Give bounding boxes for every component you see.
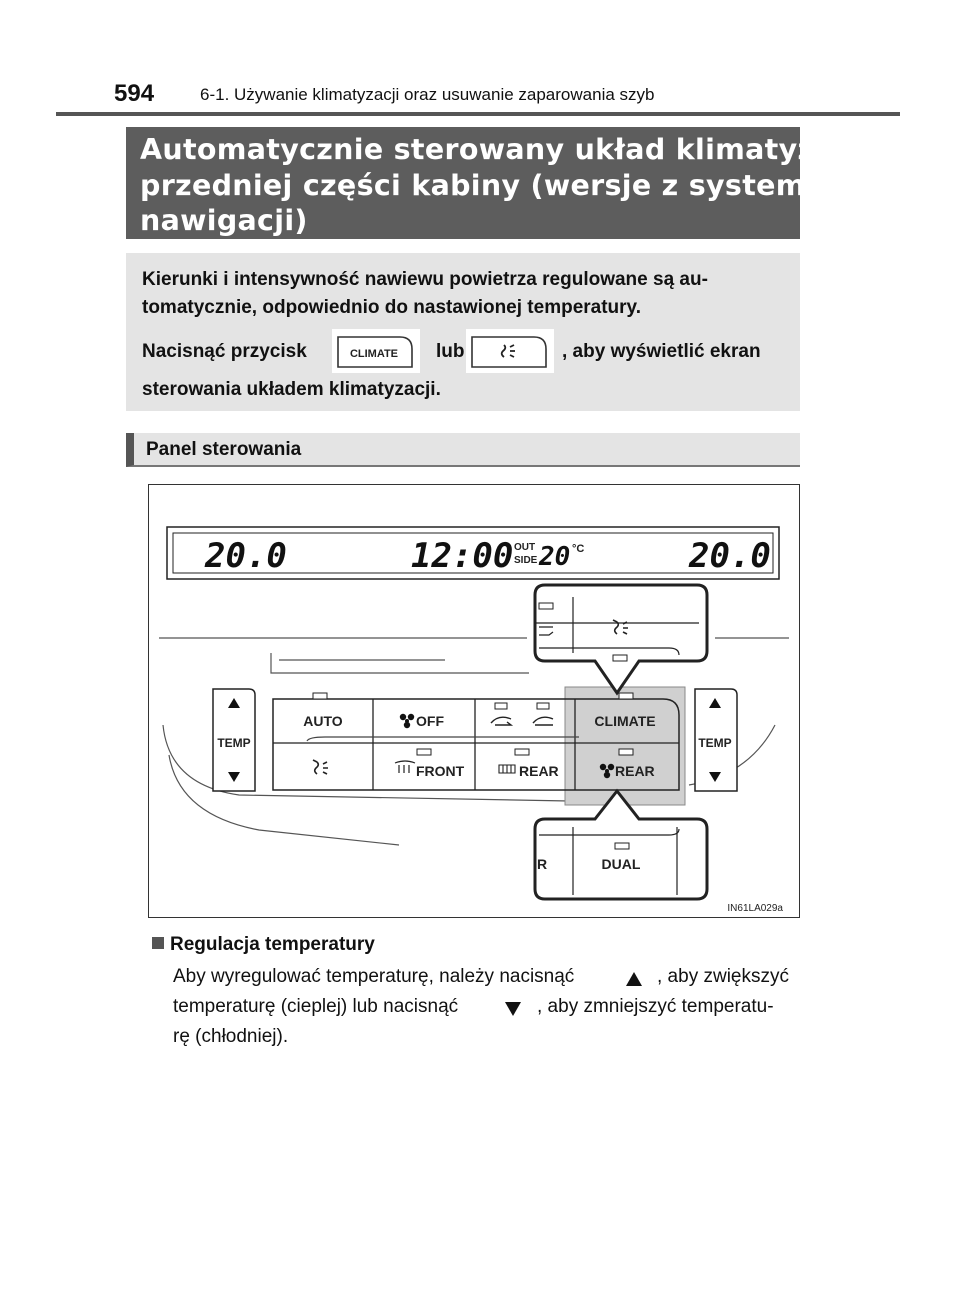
temperature-heading-text: Regulacja temperatury [170,934,375,955]
temp-left-control[interactable] [213,689,255,791]
section-title [126,127,872,239]
front-defrost-icon [395,761,415,773]
left-temperature: 20.0 [205,536,287,576]
figure-code: IN61LA029a [727,903,783,914]
fan-off-button[interactable] [400,713,445,729]
outside-temperature: 20 [539,542,571,572]
intro-box [126,253,800,411]
rear-label: REAR [519,763,559,779]
down-arrow-icon [505,1002,521,1016]
intro-line-3a: Nacisnąć przycisk [142,341,307,362]
front-label: FRONT [416,763,465,779]
dual-label: DUAL [601,856,641,872]
section-title-line-2: przedniej części kabiny (wersje z systemem [140,169,856,202]
up-arrow-icon [626,972,642,986]
section-title-line-1: Automatycznie sterowany układ klimatyzacji [140,133,872,166]
front-defrost-button[interactable] [395,749,465,779]
intro-line-4: sterowania układem klimatyzacji. [142,379,441,400]
climate-button-label: CLIMATE [349,348,399,360]
recirculation-icon [491,717,511,725]
fan-mode-button-image [466,329,554,373]
right-temperature: 20.0 [689,536,771,576]
top-callout [535,585,707,693]
climate-label: CLIMATE [594,713,656,729]
highlight-area [565,687,685,805]
temp-right-control[interactable] [695,689,737,791]
panel-heading-text: Panel sterowania [146,439,302,460]
rear-defrost-button[interactable] [499,749,559,779]
temperature-line-2b: , aby zmniejszyć temperatu- [537,996,774,1017]
temperature-heading [152,934,375,956]
temp-left-label: TEMP [217,736,251,750]
temp-right-label: TEMP [698,736,732,750]
section-title-line-3: nawigacji) [140,204,308,237]
outside-label-top: OUT [514,542,536,553]
header-rule [56,112,900,116]
control-panel-figure [148,484,800,918]
auto-label: AUTO [303,713,343,729]
fan-icon [400,714,414,728]
chapter-title: 6-1. Używanie klimatyzacji oraz usuwanie zaparowania szyb [200,85,655,104]
outside-label-bottom: SIDE [514,555,538,566]
temperature-line-3: rę (chłodniej). [173,1026,289,1047]
fresh-air-icon [533,717,553,725]
temperature-line-1a: Aby wyregulować temperaturę, należy nacisnąć [173,966,575,987]
off-label: OFF [416,713,444,729]
bullet-square-icon [152,937,164,949]
intro-line-3c: , aby wyświetlić ekran [562,341,761,362]
intro-line-3b: lub [436,341,465,362]
page-number: 594 [114,80,155,107]
partial-r-label: R [537,856,548,872]
fan-rear-label: REAR [615,763,655,779]
temperature-display [167,527,779,579]
air-intake-buttons[interactable] [491,703,553,725]
temperature-line-2a: temperaturę (cieplej) lub nacisnąć [173,996,459,1017]
intro-line-1: Kierunki i intensywność nawiewu powietrza regulowane są au- [142,269,708,290]
climate-button-image [332,329,420,373]
airflow-mode-button[interactable] [313,760,328,774]
clock: 12:00 [411,536,514,576]
panel-heading [126,433,800,467]
bottom-callout [535,791,707,899]
rear-defrost-icon [499,765,515,773]
airflow-mode-icon [313,760,328,774]
temperature-line-1b: , aby zwiększyć [657,966,789,987]
outside-unit: °C [572,543,585,555]
intro-line-2: tomatycznie, odpowiednio do nastawionej temperatury. [142,297,641,318]
